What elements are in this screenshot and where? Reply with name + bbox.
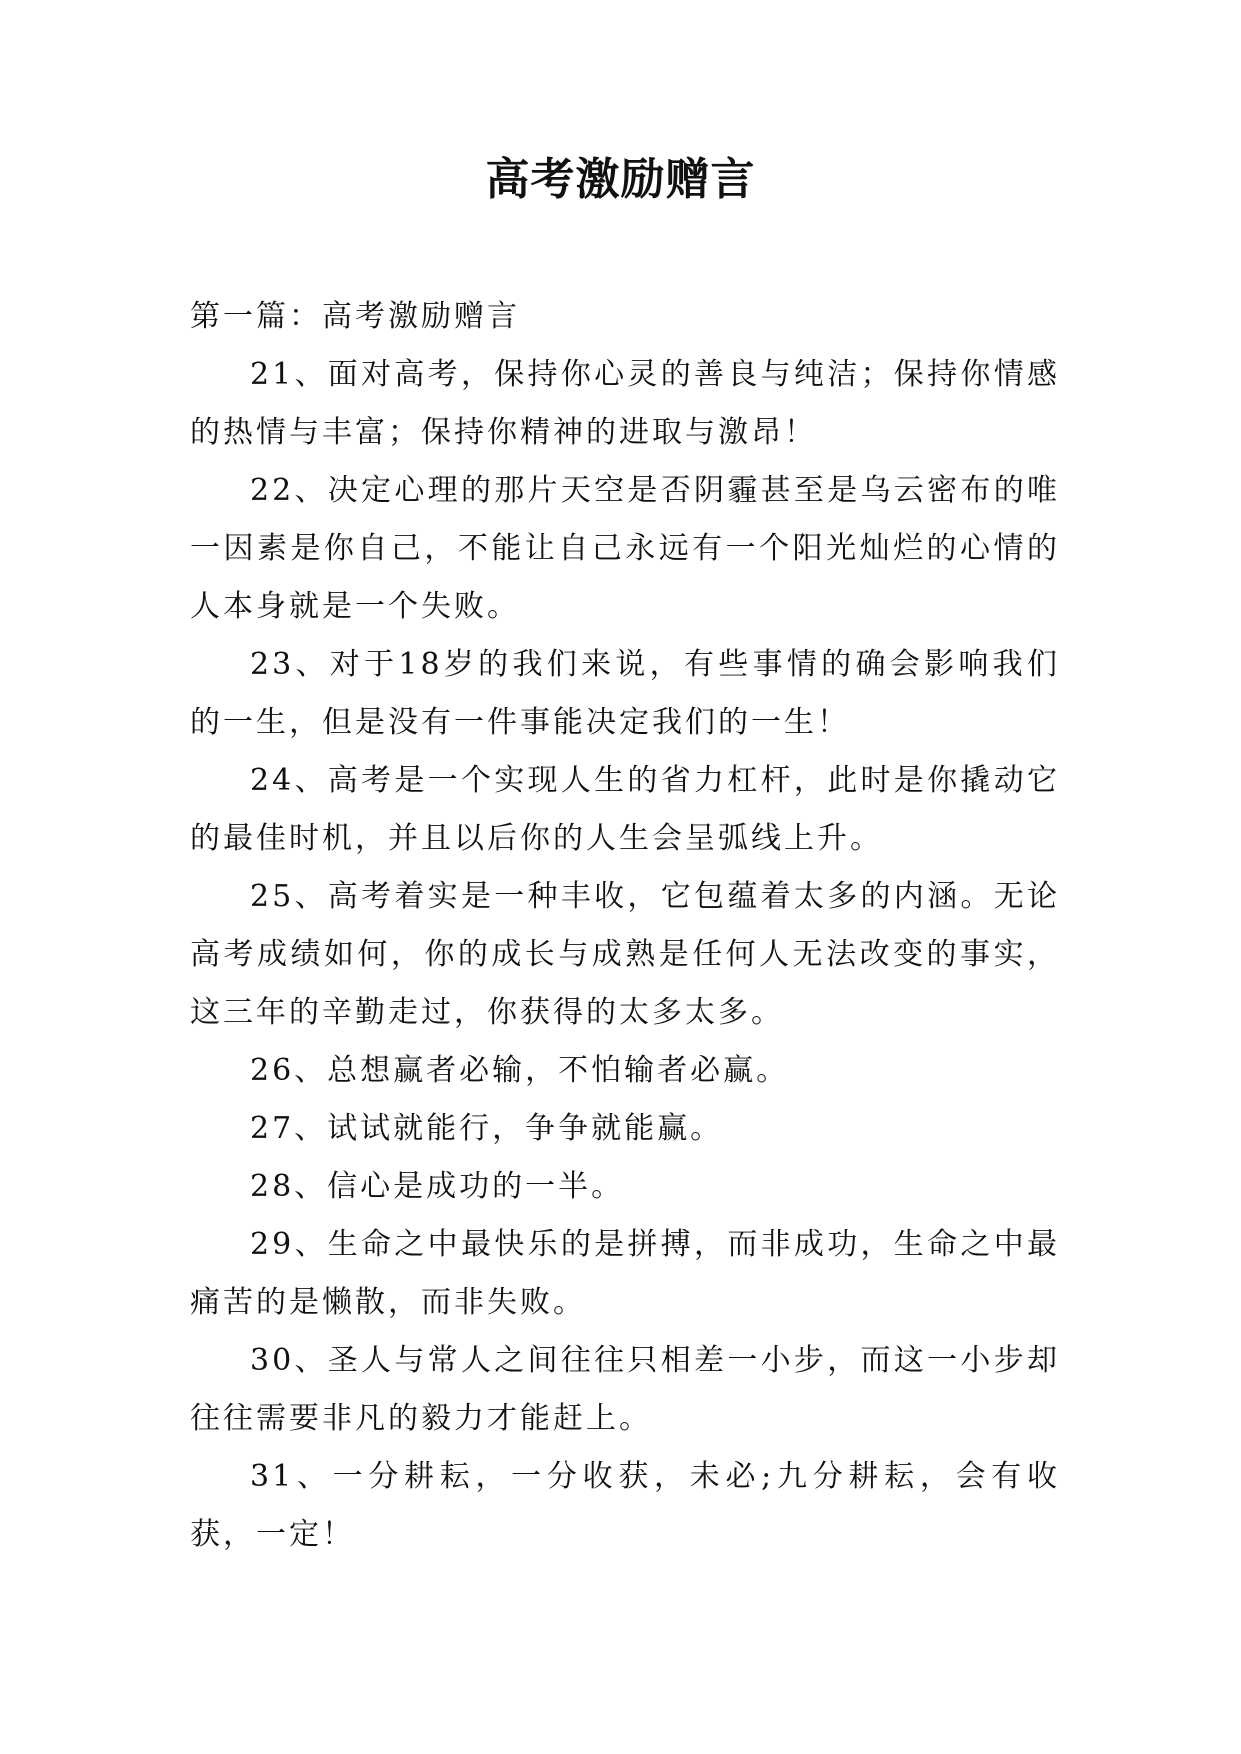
paragraph-24: 24、高考是一个实现人生的省力杠杆，此时是你撬动它的最佳时机，并且以后你的人生会呈弧线上升。 xyxy=(190,763,1060,856)
paragraph-23: 23、对于18岁的我们来说，有些事情的确会影响我们的一生，但是没有一件事能决定我们的一生！ xyxy=(190,647,1060,740)
paragraph-30: 30、圣人与常人之间往往只相差一小步，而这一小步却往往需要非凡的毅力才能赶上。 xyxy=(190,1343,1060,1436)
section-heading: 第一篇：高考激励赠言 xyxy=(190,299,520,334)
paragraph-31: 31、一分耕耘，一分收获，未必;九分耕耘，会有收获，一定！ xyxy=(190,1459,1060,1552)
paragraph-28: 28、信心是成功的一半。 xyxy=(250,1169,625,1204)
document-title: 高考激励赠言 xyxy=(485,154,756,205)
paragraph-26: 26、总想赢者必输，不怕输者必赢。 xyxy=(250,1053,790,1088)
document-body xyxy=(190,288,1060,1564)
paragraph-22: 22、决定心理的那片天空是否阴霾甚至是乌云密布的唯一因素是你自己，不能让自己永远有一个阳光灿烂的心情的人本身就是一个失败。 xyxy=(190,473,1060,624)
paragraph-25: 25、高考着实是一种丰收，它包蕴着太多的内涵。无论高考成绩如何，你的成长与成熟是任何人无法改变的事实，这三年的辛勤走过，你获得的太多太多。 xyxy=(190,879,1060,1030)
paragraph-27: 27、试试就能行，争争就能赢。 xyxy=(250,1111,724,1146)
paragraph-29: 29、生命之中最快乐的是拼搏，而非成功，生命之中最痛苦的是懒散，而非失败。 xyxy=(190,1227,1060,1320)
paragraph-21: 21、面对高考，保持你心灵的善良与纯洁；保持你情感的热情与丰富；保持你精神的进取与激昂！ xyxy=(190,357,1060,450)
